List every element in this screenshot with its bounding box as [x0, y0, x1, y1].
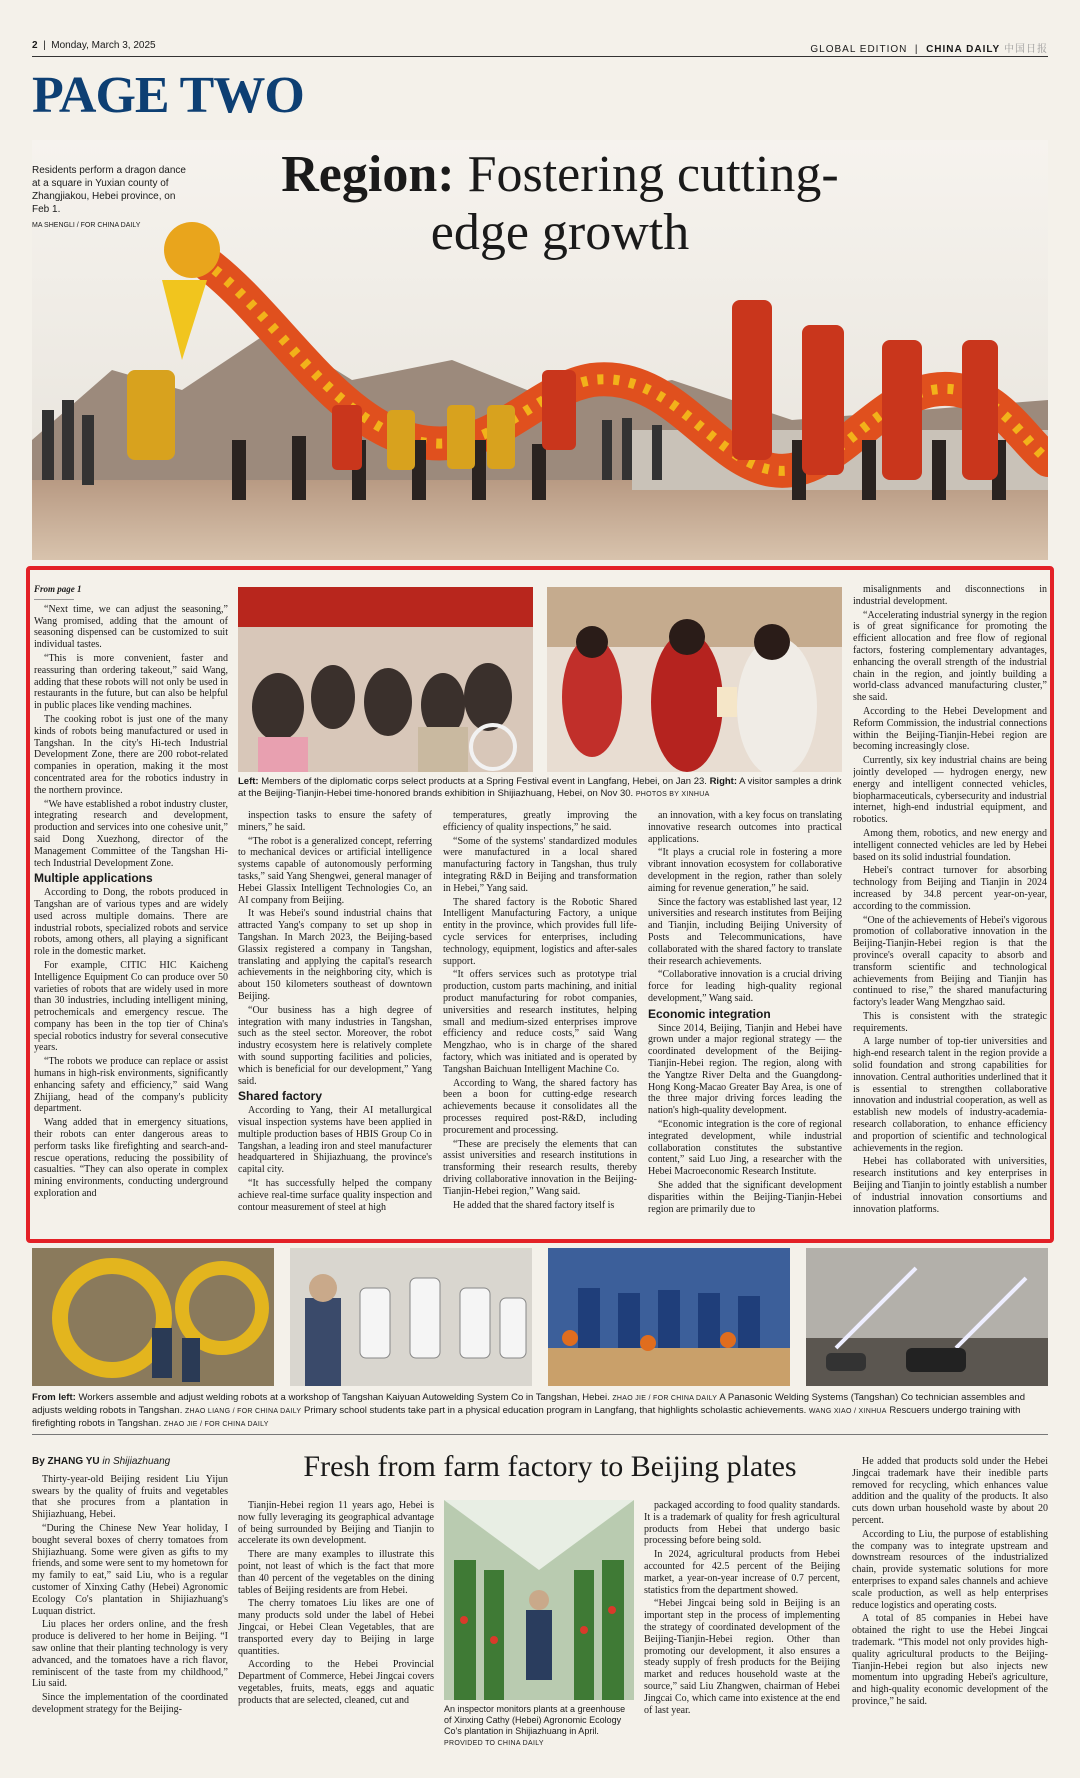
subhead-shared-factory: Shared factory [238, 1089, 323, 1104]
strip-caption-label: From left: [32, 1392, 76, 1403]
paragraph: This is consistent with the strategic requirements. [853, 1010, 1047, 1034]
paragraph: He added that products sold under the Hebei Jingcai trademark have their inedible parts removed for recycling, which enhances value addition and the quality of the products. It also cuts down urban household waste by about 20 percent. [852, 1456, 1048, 1526]
photo-diplomats [238, 587, 533, 772]
strip-caption-4: Rescuers undergo training with firefighting robots in Tangshan. [32, 1405, 1021, 1429]
strip-credit-3: WANG XIAO / XINHUA [808, 1408, 887, 1415]
paragraph: “Next time, we can adjust the seasoning,” Wang promised, adding that the amount of seasoning dispensed can be customized to suit individual tastes. [34, 603, 228, 651]
paragraph: According to the Hebei Development and Reform Commission, the industrial connections within the Beijing-Tianjin-Hebei region are becoming increasingly close. [853, 705, 1047, 753]
photo-brands-exhibition [547, 587, 842, 772]
paragraph: “This is more convenient, faster and reassuring than ordering takeout,” said Wang, adding that these robots will not only be used in restaurants in the future, but can also be helpful in public places like vending machines. [34, 652, 228, 712]
paragraph: Among them, robotics, and new energy and intelligent connected vehicles are led by Hebei based on its solid industrial foundation. [853, 827, 1047, 863]
hero-caption [32, 164, 192, 232]
caption-left-label: Left: [238, 776, 259, 787]
paragraph: “It plays a crucial role in fostering a more vibrant innovation ecosystem for collaborative development in the region, rather than solely aiming for revenue generation,” he said. [648, 847, 842, 894]
paragraph: inspection tasks to ensure the safety of miners,” he said. [238, 810, 432, 833]
paragraph: misalignments and disconnections in industrial development. [853, 584, 1047, 607]
headline-rest: Fostering cutting-edge growth [430, 146, 839, 261]
strip-caption-3: Primary school students take part in a physical education program in Langfang, that highlights scholastic achievements. [304, 1405, 807, 1416]
byline-author: By ZHANG YU [32, 1456, 100, 1467]
students-image [548, 1248, 790, 1386]
article2-col1 [32, 1456, 228, 1772]
paragraph: Tianjin-Hebei region 11 years ago, Hebei is now fully leveraging its geographical advantage of being surrounded by Beijing and Tianjin to accelerate its own development. [238, 1500, 434, 1547]
paragraph: packaged according to food quality standards. It is a trademark of quality for fresh agricultural products from Hebei that undergo basic processing before being sold. [644, 1500, 840, 1547]
paragraph: According to Wang, the shared factory has been a boon for cutting-edge research achievements because it consolidates all the processes required post-R&D, including procurement and processing. [443, 1077, 637, 1136]
article2-headline: Fresh from farm factory to Beijing plates [303, 1450, 797, 1483]
hero-caption-text: Residents perform a dragon dance at a square in Yuxian county of Zhangjiakou, Hebei province, on Feb 1. [32, 165, 186, 215]
caption-right-label: Right: [709, 776, 737, 787]
subhead-economic-integration: Economic integration [648, 1006, 771, 1021]
paragraph: Hebei has collaborated with universities, research institutions and key enterprises in Beijing and Tianjin to jointly establish a number of industrial innovation consortiums and innovation platforms. [853, 1156, 1047, 1215]
paragraph: temperatures, greatly improving the efficiency of quality inspections,” he said. [443, 810, 637, 833]
firefighting-image [806, 1248, 1048, 1386]
page-number: 2 [32, 40, 38, 51]
paragraph: Thirty-year-old Beijing resident Liu Yijun swears by the quality of fruits and vegetables that she procures from a plantation in Shijiazhuang, Hebei. [32, 1473, 228, 1521]
paragraph: Currently, six key industrial chains are being jointly developed — hydrogen energy, new energy and intelligent connected vehicles, biopharmaceuticals, cybersecurity and industrial internet, high-end industrial equipment, and robotics. [853, 755, 1047, 826]
robot-arms-image [290, 1248, 532, 1386]
hero-credit: MA SHENGLI / FOR CHINA DAILY [32, 222, 141, 229]
paragraph: “Our business has a high degree of integration with many industries in Tangshan, such as the steel sector. Moreover, the robot industry ecosystem here is relatively complete with sound supporting facilities and policies, which is beneficial for our development,” Yang said. [238, 1004, 432, 1087]
byline-location: in Shijiazhuang [102, 1456, 171, 1467]
paragraph: The cooking robot is just one of the many kinds of robots being manufactured or used in Tangshan. In the city's Hi-tech Industrial Development Zone, there are 200 robot-related companies in operation, making it the most concentrated area for the robotics industry in the northern province. [34, 713, 228, 796]
paragraph: Hebei's contract turnover for absorbing technology from Beijing and Tianjin in 2024 increased by 34.8 percent year-on-year, according to the commission. [853, 865, 1047, 912]
paragraph: She added that the significant development disparities within the Beijing-Tianjin-Hebei region are primarily due to [648, 1179, 842, 1215]
paragraph: “We have established a robot industry cluster, integrating research and development, production and services into one cohesive unit,” said Dong Xuezhong, director of the Management Committee of the Tangshan Hi-tech Industrial Development Zone. [34, 798, 228, 869]
paragraph: “Collaborative innovation is a crucial driving force for leading high-quality regional development,” Wang said. [648, 969, 842, 1004]
caption-right: A visitor samples a drink at the Beijing-Tianjin-Hebei time-honored brands exhibition in Shijiazhuang, Hebei, on Nov 30. [238, 776, 842, 799]
paragraph: “It has successfully helped the company achieve real-time surface quality inspection and contour measurement of steel at high [238, 1177, 432, 1213]
paragraph: The cherry tomatoes Liu likes are one of many products sold under the label of Hebei Jingcai, or Hebei Clean Vegetables, that are transported every day to Beijing in large quantities. [238, 1598, 434, 1657]
paragraph: There are many examples to illustrate this point, not least of which is the fact that more than 40 percent of the vegetables on the dining tables of Beijing residents are from Hebei. [238, 1549, 434, 1596]
paragraph: It was Hebei's sound industrial chains that attracted Yang's company to set up shop in Tangshan. In March 2023, the Beijing-based Glassix registered a company in Tangshan, translating and applying the capital's research achievements in the neighboring city, which is about 150 kilometers southeast of downtown Beijing. [238, 908, 432, 1002]
strip-caption-2: A Panasonic Welding Systems (Tangshan) Co technician assembles and adjusts welding robots in Tangshan. [32, 1392, 1025, 1416]
paragraph: “The robot is a generalized concept, referring to mechanical devices or artificial intelligence systems capable of autonomously performing tasks,” said Yang Shengwei, general manager of Hebei Glassix Intelligent Technologies Co, an AI company from Beijing. [238, 835, 432, 906]
caption-left: Members of the diplomatic corps select products at a Spring Festival event in Langfang, Hebei, on Jan 23. [261, 776, 707, 787]
paragraph: According to Dong, the robots produced in Tangshan are of various types and are widely used across multiple domains. There are industrial robots, specialized robots and service robots, among others, all playing a significant role in the domestic market. [34, 887, 228, 958]
paragraph: “The robots we produce can replace or assist humans in high-risk environments, significantly enhancing safety and efficiency,” said Wang Zhijiang, head of the company's publicity department. [34, 1056, 228, 1115]
greenhouse-image [444, 1500, 634, 1700]
article2-col4 [852, 1456, 1048, 1772]
paragraph: The shared factory is the Robotic Shared Intelligent Manufacturing Factory, a unique entity in the province, which provides full life-cycle services for enterprises, including technology, equipment, logistics and after-sales support. [443, 896, 637, 967]
photo-greenhouse [444, 1500, 634, 1700]
paragraph: “One of the achievements of Hebei's vigorous promotion of collaborative innovation in the Beijing-Tianjin-Hebei region is that the province's overall capacity to absorb and transform scientific and technological achievements from Beijing and Tianjin has continued to rise,” the shared manufacturing factory's leader Wang Mengzhao said. [853, 914, 1047, 1009]
photo-welding-workshop [32, 1248, 274, 1386]
paragraph: “During the Chinese New Year holiday, I bought several boxes of cherry tomatoes from Shijiazhuang. Some were given as gifts to my friends, and some were sent to my hometown for my family to eat,” said Liu, who is a regular customer of Xinxing Cathy (Hebei) Agronomic Ecology Co's plantation in Shijiazhuang's Luquan district. [32, 1522, 228, 1617]
article2-col2 [238, 1500, 434, 1772]
subhead-multiple-applications: Multiple applications [34, 871, 153, 886]
paragraph: “Some of the systems' standardized modules were manufactured in a local shared manufacturing factory in Tangshan, thus truly integrating R&D in Beijing and transformation in Hebei,” Yang said. [443, 835, 637, 894]
paragraph: A total of 85 companies in Hebei have obtained the right to use the Hebei Jingcai trademark. “This model not only provides high-quality agricultural products to the Beijing-Tianjin-Hebei region but also injects new momentum into upgrading Hebei's agriculture, and high-quality economic development of the province,” he said. [852, 1613, 1048, 1707]
edition-info: GLOBAL EDITION | CHINA DAILY 中国日报 [810, 44, 1048, 55]
strip-credit-2: ZHAO LIANG / FOR CHINA DAILY [184, 1408, 302, 1415]
article2-col3 [644, 1500, 840, 1772]
strip-caption [32, 1392, 1048, 1431]
paragraph: “Economic integration is the core of regional integrated development, while industrial collaboration constitutes the substantive content,” said Luo Jing, a researcher with the Hebei Macroeconomic Research Institute. [648, 1118, 842, 1178]
greenhouse-caption-text: An inspector monitors plants at a greenhouse of Xinxing Cathy (Hebei) Agronomic Ecology Co's plantation in Shijiazhuang in April. [444, 1704, 626, 1736]
strip-caption-1: Workers assemble and adjust welding robots at a workshop of Tangshan Kaiyuan Autowelding System Co in Tangshan, Hebei. [78, 1392, 610, 1403]
article1-photo-caption [238, 776, 848, 801]
article1-col2 [238, 810, 432, 1236]
paragraph: According to Yang, their AI metallurgical visual inspection systems have been applied in multiple production bases of HBIS Group Co in Tangshan, a leading iron and steel manufacturer headquartered in Shijiazhuang, the province's capital city. [238, 1105, 432, 1176]
paragraph: He added that the shared factory itself is [453, 1199, 615, 1211]
photo-panasonic-technician [290, 1248, 532, 1386]
welding-workshop-image [32, 1248, 274, 1386]
paragraph: In 2024, agricultural products from Hebei accounted for 42.5 percent of the Beijing market, a year-on-year increase of 0.7 percent, statistics from the department showed. [644, 1549, 840, 1596]
photo-credit: PHOTOS BY XINHUA [635, 791, 710, 798]
photo-firefighting-robots [806, 1248, 1048, 1386]
paragraph: According to Liu, the purpose of establishing the company was to integrate upstream and downstream resources of the industrialized chain, provide systematic solutions for more enterprises to expand sales channels and achieve scale production, as well as help enterprises reduce logistics and operating costs. [852, 1528, 1048, 1611]
header-rule [32, 56, 1048, 57]
page-info: 2 | Monday, March 3, 2025 [32, 40, 156, 51]
paragraph: According to the Hebei Provincial Department of Commerce, Hebei Jingcai covers vegetables, fruits, meats, eggs and aquatic products that are selected, cleaned, cut and [238, 1659, 434, 1706]
main-headline [240, 146, 880, 262]
paragraph: Since the factory was established last year, 12 universities and research institutes from Beijing and Tianjin, including Beijing University of Posts and Telecommunications, have collaborated with the shared factory to translate their research achievements. [648, 896, 842, 967]
exhibition-image [547, 587, 842, 772]
paragraph: For example, CITIC HIC Kaicheng Intelligence Equipment Co can produce over 50 varieties of robots that are widely used in more than 30 industries, including intelligent mining, petrochemicals and emergency rescue. The company has been in the top tier of China's special robotics industry for several consecutive years. [34, 959, 228, 1054]
paragraph: “Hebei Jingcai being sold in Beijing is an important step in the process of implementing the strategy of coordinated development of the Beijing-Tianjin-Hebei region. Other than promoting our development, it also ensures a steady supply of fresh products for the Beijing market and reduces household waste at the source,” said Liu Zhangwen, chairman of Hebei Jingcai Co, which came into existence at the end of last year. [644, 1598, 840, 1716]
article2-byline [32, 1456, 228, 1468]
strip-credit-4: ZHAO JIE / FOR CHINA DAILY [163, 1421, 269, 1428]
headline-bold: Region: [281, 146, 455, 203]
page-header [32, 40, 1048, 60]
page-date: Monday, March 3, 2025 [51, 40, 156, 51]
article1-col4 [648, 810, 842, 1236]
market-image [238, 587, 533, 772]
edition: GLOBAL EDITION [810, 44, 908, 55]
strip-credit-1: ZHAO JIE / FOR CHINA DAILY [612, 1395, 718, 1402]
from-page-label: From page 1 [34, 584, 228, 600]
article1-col5 [853, 584, 1047, 1236]
greenhouse-credit: PROVIDED TO CHINA DAILY [444, 1740, 544, 1747]
paragraph: “It offers services such as prototype trial production, custom parts machining, and initial product manufacturing for robot companies, universities and research institutes, helping small and medium-sized enterprises improve efficiency and reduce costs,” said Wang Mengzhao, who is in charge of the shared factory, which was initiated and is operated by Tangshan Baichuan Intelligent Machine Co. [443, 969, 637, 1075]
paragraph: A large number of top-tier universities and high-end research talent in the region provide a solid foundation and strong capabilities for innovation. Central authorities underlined that it is essential to strengthen collaborative innovation and industrial cooperation, as well as establish new models of industry-academia-research collaboration, to enhance efficiency and proportion of scientific and technological achievements in the region. [853, 1036, 1047, 1154]
paragraph: “These are precisely the elements that can assist universities and research institutions in transforming their research results, thereby driving collaborative innovation in the Beijing-Tianjin-Hebei region,” Wang said. [443, 1138, 637, 1197]
paragraph: Since the implementation of the coordinated development strategy for the Beijing- [32, 1692, 228, 1715]
article1-col3 [443, 810, 637, 1236]
section-rule [32, 1434, 1048, 1435]
paper-name-cn: 中国日报 [1004, 44, 1048, 55]
paragraph: Wang added that in emergency situations, their robots can enter dangerous areas to perform tasks like firefighting and search-and-rescue operations, reducing the possibility of casualties. “They can also operate in complex mining environments, conducting underground exploration and [34, 1117, 228, 1200]
paragraph: “Accelerating industrial synergy in the region is of great significance for promoting the efficient allocation and free flow of regional factors, fostering complementary advantages, enhancing the overall strength of the industrial chain in the region, and jointly building a world-class advanced manufacturing cluster,” she said. [853, 609, 1047, 704]
masthead: PAGE TWO [32, 67, 304, 124]
photo-students-basketball [548, 1248, 790, 1386]
paragraph: Since 2014, Beijing, Tianjin and Hebei have grown under a major regional strategy — the coordinated development of the Beijing-Tianjin-Hebei region. The region, along with the Yangtze River Delta and the Guangdong-Hong Kong-Macao Greater Bay Area, is one of the three major driving forces leading the nation's high-quality development. [648, 1022, 842, 1117]
paragraph: an innovation, with a key focus on translating innovative research outcomes into practical applications. [648, 810, 842, 845]
paragraph: Liu places her orders online, and the fresh produce is delivered to her home in Beijing. “I saw online that their planting technology is very advanced, and the tomatoes have a rich flavor, reminiscent of the taste from my childhood,” Liu said. [32, 1619, 228, 1690]
greenhouse-caption [444, 1704, 634, 1749]
article1-col1 [34, 584, 228, 1236]
paper-name: CHINA DAILY [926, 44, 1001, 55]
